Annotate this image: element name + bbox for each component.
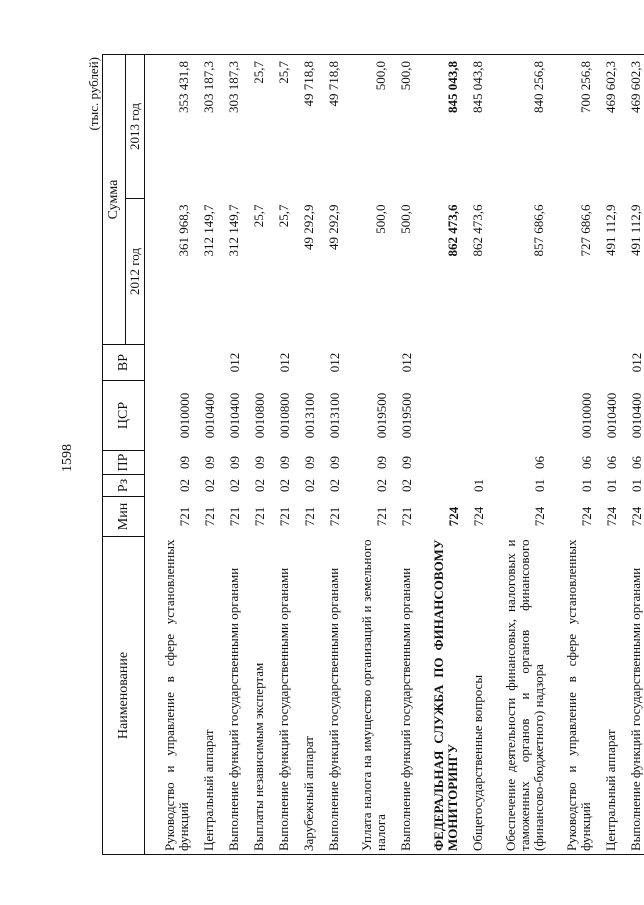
cell-2013: 303 187,3 xyxy=(217,55,242,199)
cell-rz: 01 xyxy=(471,479,486,492)
cell-2012: 500,0 xyxy=(373,204,388,234)
cell-pr: 09 xyxy=(399,456,414,469)
cell-2012: 49 292,9 xyxy=(301,204,316,250)
cell-2012: 312 149,7 xyxy=(201,204,216,257)
cell-csr: 0010400 xyxy=(227,392,242,439)
cell-csr: 0010400 xyxy=(629,392,644,439)
cell-csr: 0010800 xyxy=(252,392,267,439)
table-row xyxy=(619,55,644,855)
cell-csr: 0010000 xyxy=(177,392,192,439)
cell-pr: 06 xyxy=(604,456,619,469)
cell-rz: 02 xyxy=(227,479,242,492)
cell-min: 721 xyxy=(399,506,414,527)
col-header-name: Наименование xyxy=(103,537,145,855)
cell-2012: 491 112,9 xyxy=(628,204,643,257)
cell-vr xyxy=(342,345,389,381)
cell-min: 721 xyxy=(202,506,217,527)
cell-pr: 06 xyxy=(629,456,644,469)
cell-vr: 012 xyxy=(277,352,292,373)
cell-vr xyxy=(594,345,619,381)
cell-name: ФЕДЕРАЛЬНАЯ СЛУЖБА ПО ФИНАНСОВОМУ МОНИТОРИНГУ xyxy=(414,537,461,855)
cell-min: 724 xyxy=(579,506,594,527)
cell-csr: 0019500 xyxy=(399,392,414,439)
cell-rz xyxy=(414,475,461,497)
table-row xyxy=(594,55,619,855)
cell-name: Центральный аппарат xyxy=(192,537,217,855)
cell-min: 721 xyxy=(252,506,267,527)
col-header-2013: 2013 год xyxy=(126,55,145,199)
cell-vr xyxy=(192,345,217,381)
cell-csr: 0010800 xyxy=(277,392,292,439)
cell-rz: 02 xyxy=(327,479,342,492)
cell-2013: 49 718,8 xyxy=(317,55,342,199)
table-row xyxy=(389,55,414,855)
cell-pr xyxy=(414,451,461,475)
col-header-sum: Сумма xyxy=(103,55,126,345)
cell-vr xyxy=(547,345,594,381)
table-row xyxy=(145,55,193,855)
cell-vr xyxy=(292,345,317,381)
cell-pr: 09 xyxy=(202,456,217,469)
cell-2013: 700 256,8 xyxy=(547,55,594,199)
cell-2013: 353 431,8 xyxy=(145,55,193,199)
cell-min: 721 xyxy=(302,506,317,527)
cell-pr: 06 xyxy=(579,456,594,469)
cell-min: 724 xyxy=(629,506,644,527)
cell-2012: 862 473,6 xyxy=(445,204,460,257)
cell-pr: 09 xyxy=(327,456,342,469)
cell-rz: 02 xyxy=(252,479,267,492)
cell-min: 721 xyxy=(277,506,292,527)
cell-csr: 0010400 xyxy=(202,392,217,439)
cell-min: 721 xyxy=(177,506,192,527)
table-row xyxy=(192,55,217,855)
cell-min: 721 xyxy=(227,506,242,527)
cell-rz: 01 xyxy=(604,479,619,492)
cell-pr xyxy=(461,451,486,475)
cell-name: Выполнение функций государственными органами xyxy=(217,537,242,855)
cell-2013: 469 602,3 xyxy=(619,55,644,199)
cell-name: Выполнение функций государственными органами xyxy=(317,537,342,855)
cell-2013: 25,7 xyxy=(267,55,292,199)
cell-vr: 012 xyxy=(327,352,342,373)
cell-vr xyxy=(486,345,547,381)
cell-csr: 0019500 xyxy=(374,392,389,439)
cell-name: Уплата налога на имущество организаций и земельного налога xyxy=(342,537,389,855)
cell-name: Руководство и управление в сфере установленных функций xyxy=(547,537,594,855)
cell-2013: 500,0 xyxy=(389,55,414,199)
cell-2013: 845 043,8 xyxy=(414,55,461,199)
cell-min: 724 xyxy=(446,506,461,527)
cell-csr xyxy=(461,381,486,451)
cell-2012: 25,7 xyxy=(276,204,291,228)
cell-vr xyxy=(414,345,461,381)
rotated-page xyxy=(58,55,644,855)
cell-csr xyxy=(414,381,461,451)
table-row xyxy=(267,55,292,855)
cell-rz: 02 xyxy=(399,479,414,492)
table-row xyxy=(547,55,594,855)
cell-pr: 09 xyxy=(277,456,292,469)
cell-2012: 491 112,9 xyxy=(603,204,618,257)
cell-2013: 25,7 xyxy=(242,55,267,199)
page-number: 1598 xyxy=(60,444,75,472)
col-header-rz: Рз xyxy=(103,475,145,497)
table-row xyxy=(342,55,389,855)
col-header-min: Мин xyxy=(103,497,145,537)
cell-pr: 09 xyxy=(252,456,267,469)
cell-name: Центральный аппарат xyxy=(594,537,619,855)
cell-2012: 312 149,7 xyxy=(226,204,241,257)
cell-2013: 500,0 xyxy=(342,55,389,199)
cell-pr: 09 xyxy=(177,456,192,469)
cell-name: Выплаты независимым экспертам xyxy=(242,537,267,855)
cell-vr xyxy=(461,345,486,381)
cell-name: Выполнение функций государственными органами xyxy=(267,537,292,855)
cell-name: Выполнение функций государственными органами xyxy=(619,537,644,855)
cell-pr: 09 xyxy=(302,456,317,469)
col-header-vr: ВР xyxy=(103,345,145,381)
cell-vr: 012 xyxy=(399,352,414,373)
table-row xyxy=(317,55,342,855)
cell-min: 721 xyxy=(374,506,389,527)
table-row xyxy=(242,55,267,855)
cell-2012: 49 292,9 xyxy=(326,204,341,250)
table-row xyxy=(414,55,461,855)
cell-csr: 0010000 xyxy=(579,392,594,439)
table-row xyxy=(292,55,317,855)
cell-2013: 840 256,8 xyxy=(486,55,547,199)
col-header-2012: 2012 год xyxy=(126,199,145,345)
cell-name: Обеспечение деятельности финансовых, налоговых и таможенных органов и органов финансового (финансово-бюджетного) надзора xyxy=(486,537,547,855)
budget-table xyxy=(102,54,644,855)
cell-2013: 469 602,3 xyxy=(594,55,619,199)
cell-2012: 25,7 xyxy=(251,204,266,228)
cell-2012: 500,0 xyxy=(398,204,413,234)
cell-name: Общегосударственные вопросы xyxy=(461,537,486,855)
cell-pr: 06 xyxy=(532,456,547,469)
cell-rz: 02 xyxy=(374,479,389,492)
cell-2012: 727 686,6 xyxy=(578,204,593,257)
cell-2012: 862 473,6 xyxy=(470,204,485,257)
table-body xyxy=(145,55,644,855)
cell-name: Зарубежный аппарат xyxy=(292,537,317,855)
cell-rz: 02 xyxy=(277,479,292,492)
cell-rz: 01 xyxy=(532,479,547,492)
cell-name: Выполнение функций государственными органами xyxy=(389,537,414,855)
cell-rz: 01 xyxy=(629,479,644,492)
cell-csr: 0010400 xyxy=(604,392,619,439)
cell-csr: 0013100 xyxy=(327,392,342,439)
cell-vr: 012 xyxy=(629,352,644,373)
cell-min: 721 xyxy=(327,506,342,527)
cell-rz: 02 xyxy=(302,479,317,492)
table-row xyxy=(461,55,486,855)
cell-min: 724 xyxy=(471,506,486,527)
table-row xyxy=(217,55,242,855)
col-header-csr: ЦСР xyxy=(103,381,145,451)
cell-2012: 361 968,3 xyxy=(176,204,191,257)
cell-2013: 49 718,8 xyxy=(292,55,317,199)
cell-pr: 09 xyxy=(374,456,389,469)
table-row xyxy=(486,55,547,855)
cell-min: 724 xyxy=(604,506,619,527)
cell-vr xyxy=(242,345,267,381)
cell-pr: 09 xyxy=(227,456,242,469)
cell-2013: 303 187,3 xyxy=(192,55,217,199)
cell-rz: 01 xyxy=(579,479,594,492)
cell-csr: 0013100 xyxy=(302,392,317,439)
cell-vr xyxy=(145,345,193,381)
cell-2013: 845 043,8 xyxy=(461,55,486,199)
cell-vr: 012 xyxy=(227,352,242,373)
col-header-pr: ПР xyxy=(103,451,145,475)
cell-csr xyxy=(486,381,547,451)
unit-note: (тыс. рублей) xyxy=(86,57,101,131)
cell-min: 724 xyxy=(532,506,547,527)
cell-2012: 857 686,6 xyxy=(531,204,546,257)
cell-name: Руководство и управление в сфере установленных функций xyxy=(145,537,193,855)
cell-rz: 02 xyxy=(202,479,217,492)
cell-rz: 02 xyxy=(177,479,192,492)
